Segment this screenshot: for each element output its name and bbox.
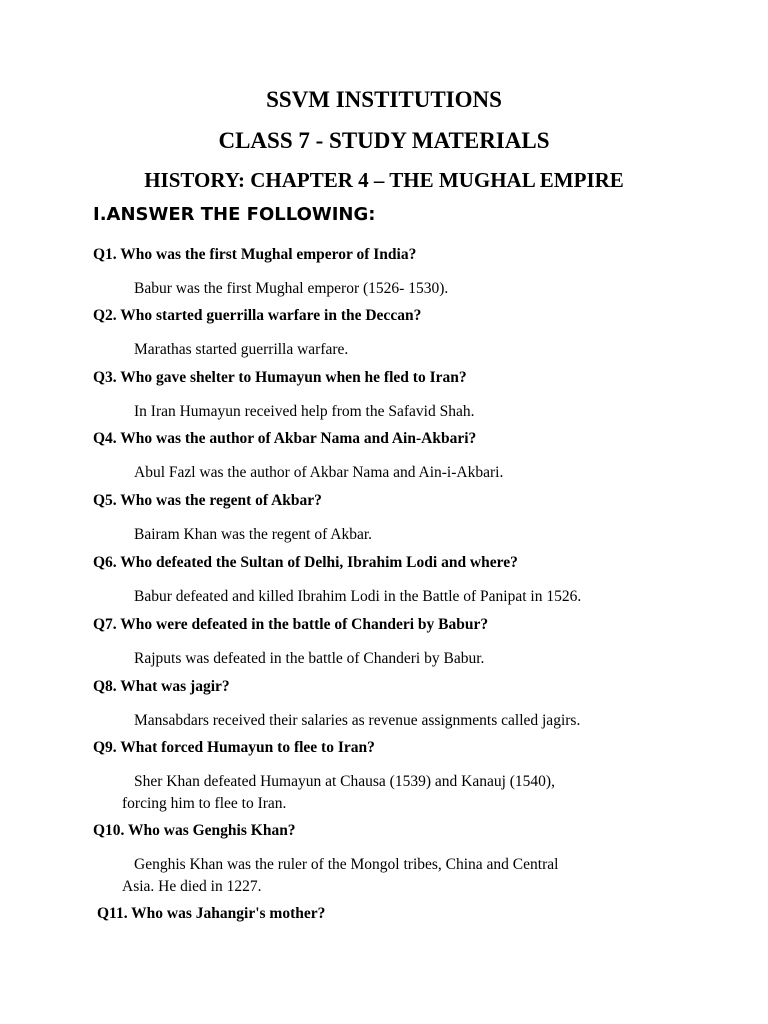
- answer-1-line-1: Babur was the first Mughal emperor (1526- 1530).: [134, 280, 449, 297]
- question-10: Q10. Who was Genghis Khan?: [93, 822, 296, 839]
- answer-2-line-1: Marathas started guerrilla warfare.: [134, 341, 349, 358]
- qa-item-9: [93, 738, 713, 815]
- question-6: Q6. Who defeated the Sultan of Delhi, Ibrahim Lodi and where?: [93, 554, 518, 571]
- chapter-title: HISTORY: CHAPTER 4 – THE MUGHAL EMPIRE: [144, 168, 624, 192]
- answer-8-line-1: Mansabdars received their salaries as revenue assignments called jagirs.: [134, 712, 581, 729]
- question-7: Q7. Who were defeated in the battle of Chanderi by Babur?: [93, 616, 489, 633]
- answer-6-line-1: Babur defeated and killed Ibrahim Lodi in the Battle of Panipat in 1526.: [134, 588, 582, 605]
- question-2: Q2. Who started guerrilla warfare in the Deccan?: [93, 307, 422, 324]
- class-title: CLASS 7 - STUDY MATERIALS: [218, 128, 550, 153]
- question-11: Q11. Who was Jahangir's mother?: [97, 905, 326, 922]
- answer-10: [122, 854, 694, 898]
- section-heading: I.ANSWER THE FOLLOWING:: [93, 204, 376, 225]
- qa-item-4: [93, 429, 713, 484]
- qa-item-10: [93, 821, 713, 898]
- answer-5: [134, 524, 694, 546]
- answer-9-line-1: Sher Khan defeated Humayun at Chausa (1539) and Kanauj (1540),: [134, 773, 555, 790]
- question-4: Q4. Who was the author of Akbar Nama and Ain-Akbari?: [93, 430, 477, 447]
- qa-item-2: [93, 306, 713, 361]
- answer-10-line-2: Asia. He died in 1227.: [122, 878, 262, 895]
- answer-4-line-1: Abul Fazl was the author of Akbar Nama and Ain-i-Akbari.: [134, 464, 504, 481]
- question-8: Q8. What was jagir?: [93, 678, 230, 695]
- question-1: Q1. Who was the first Mughal emperor of India?: [93, 246, 417, 263]
- answer-5-line-1: Bairam Khan was the regent of Akbar.: [134, 526, 373, 543]
- qa-item-8: [93, 677, 713, 732]
- question-5: Q5. Who was the regent of Akbar?: [93, 492, 322, 509]
- answer-9-line-2: forcing him to flee to Iran.: [122, 795, 287, 812]
- answer-7-line-1: Rajputs was defeated in the battle of Chanderi by Babur.: [134, 650, 485, 667]
- answer-10-line-1: Genghis Khan was the ruler of the Mongol tribes, China and Central: [134, 856, 559, 873]
- answer-4: [134, 462, 694, 484]
- answer-8: [134, 710, 694, 732]
- qa-item-11: [97, 904, 717, 924]
- institution-title: SSVM INSTITUTIONS: [266, 87, 502, 112]
- qa-item-5: [93, 491, 713, 546]
- question-3: Q3. Who gave shelter to Humayun when he fled to Iran?: [93, 369, 467, 386]
- qa-item-7: [93, 615, 713, 670]
- answer-1: [134, 278, 694, 300]
- answer-7: [134, 648, 694, 670]
- answer-6: [134, 586, 694, 608]
- answer-9: [122, 771, 694, 815]
- question-9: Q9. What forced Humayun to flee to Iran?: [93, 739, 375, 756]
- answer-3: [134, 401, 694, 423]
- qa-item-6: [93, 553, 713, 608]
- answer-3-line-1: In Iran Humayun received help from the Safavid Shah.: [134, 403, 475, 420]
- qa-item-1: [93, 245, 713, 300]
- answer-2: [134, 339, 694, 361]
- qa-item-3: [93, 368, 713, 423]
